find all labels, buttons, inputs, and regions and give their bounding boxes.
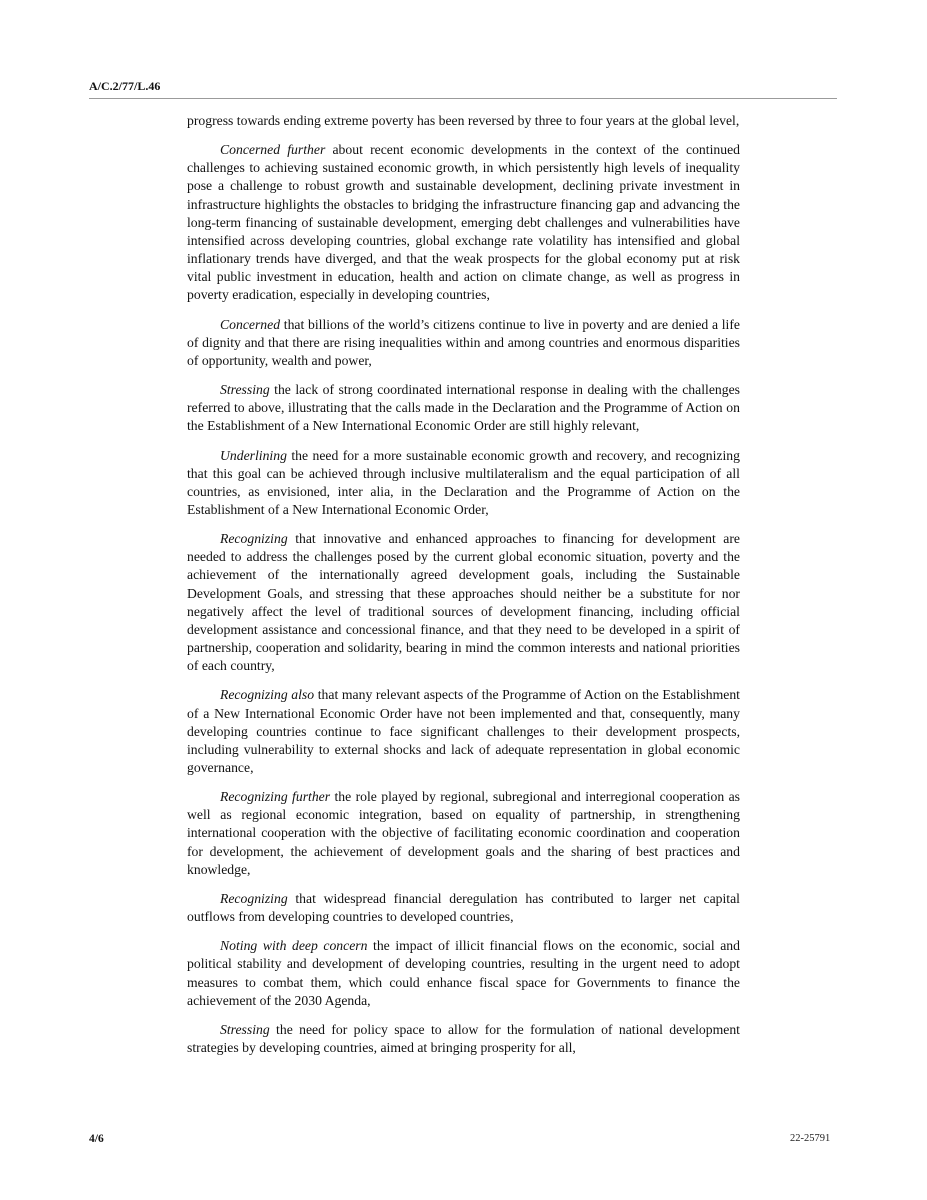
paragraph xyxy=(187,141,740,304)
paragraph xyxy=(187,316,740,370)
paragraph-lead: Noting with deep concern xyxy=(220,938,368,954)
paragraph-lead: Recognizing xyxy=(220,890,288,906)
paragraph-lead: Underlining xyxy=(220,447,287,463)
paragraph xyxy=(187,112,740,130)
paragraph xyxy=(187,447,740,520)
document-id: 22-25791 xyxy=(790,1133,831,1144)
paragraph-text: the need for policy space to allow for the formulation of national development strategies by developing countries, aimed at bringing prosperity for all, xyxy=(187,1021,740,1056)
paragraph-text: the role played by regional, subregional and interregional cooperation as well as regional economic integration, based on equality of partnership, in strengthening international cooperation with the objective of facilitating economic coordination and cooperation for development, the achievement of development goals and the sharing of best practices and knowledge, xyxy=(187,789,740,877)
paragraph-lead: Recognizing xyxy=(220,531,288,547)
paragraph-lead: Recognizing also xyxy=(220,687,315,703)
paragraph-text: the impact of illicit financial flows on the economic, social and political stability and development of developing countries, resulting in the urgent need to adopt measures to combat them, which could enhance fiscal space for Governments to finance the achievement of the 2030 Agenda, xyxy=(187,938,740,1008)
paragraph-text: about recent economic developments in the context of the continued challenges to achieving sustained economic growth, in which persistently high levels of inequality pose a challenge to robust growth and sustainable development, declining private investment in infrastructure highlights the obstacles to bridging the infrastructure financing gap and advancing the long-term financing of sustainable development, emerging debt challenges and vulnerabilities have intensified across developing countries, global exchange rate volatility has intensified and global inflationary trends have diverged, and that the weak prospects for the global economy put at risk vital public investment in education, health and action on climate change, as well as progress in poverty eradication, especially in developing countries, xyxy=(187,142,740,303)
paragraph-text: that billions of the world’s citizens continue to live in poverty and are denied a life of dignity and that there are rising inequalities within and among countries and enormous disparities of opportunity, wealth and power, xyxy=(187,316,740,368)
paragraph-text: the need for a more sustainable economic growth and recovery, and recognizing that this goal can be achieved through inclusive multilateralism and the equal participation of all countries, as envisioned, inter alia, in the Declaration and the Programme of Action on the Establishment of a New International Economic Order, xyxy=(187,447,740,517)
paragraph-text: that many relevant aspects of the Programme of Action on the Establishment of a New International Economic Order have not been implemented and that, consequently, many developing countries continue to face significant challenges to their development prospects, including vulnerability to external shocks and lack of adequate representation in global economic governance, xyxy=(187,687,740,775)
page-number: 4/6 xyxy=(89,1133,104,1145)
paragraph-text: that innovative and enhanced approaches to financing for development are needed to address the challenges posed by the current global economic situation, poverty and the achievement of the internationally agreed development goals, including the Sustainable Development Goals, and stressing that these approaches should neither be a substitute for nor negatively affect the level of traditional sources of development financing, including official development assistance and concessional finance, and that they need to be developed in a spirit of partnership, cooperation and solidarity, bearing in mind the common interests and national priorities of each country, xyxy=(187,531,740,674)
document-symbol: A/C.2/77/L.46 xyxy=(89,79,161,93)
paragraph-lead: Stressing xyxy=(220,1021,270,1037)
paragraph xyxy=(187,381,740,435)
paragraph xyxy=(187,937,740,1010)
page-header xyxy=(89,78,837,99)
paragraph-lead: Concerned further xyxy=(220,142,326,158)
paragraph xyxy=(187,530,740,675)
paragraph xyxy=(187,686,740,777)
paragraph-lead: Recognizing further xyxy=(220,789,331,805)
document-body xyxy=(187,112,740,1068)
paragraph-text: that widespread financial deregulation has contributed to larger net capital outflows from developing countries to developed countries, xyxy=(187,890,740,925)
paragraph xyxy=(187,890,740,926)
paragraph-lead: Concerned xyxy=(220,316,281,332)
paragraph xyxy=(187,788,740,879)
paragraph-lead: Stressing xyxy=(220,382,270,398)
paragraph-text: progress towards ending extreme poverty has been reversed by three to four years at the global level, xyxy=(187,113,740,128)
paragraph xyxy=(187,1021,740,1057)
paragraph-text: the lack of strong coordinated international response in dealing with the challenges referred to above, illustrating that the calls made in the Declaration and the Programme of Action on the Establishment of a New International Economic Order are still highly relevant, xyxy=(187,382,740,434)
